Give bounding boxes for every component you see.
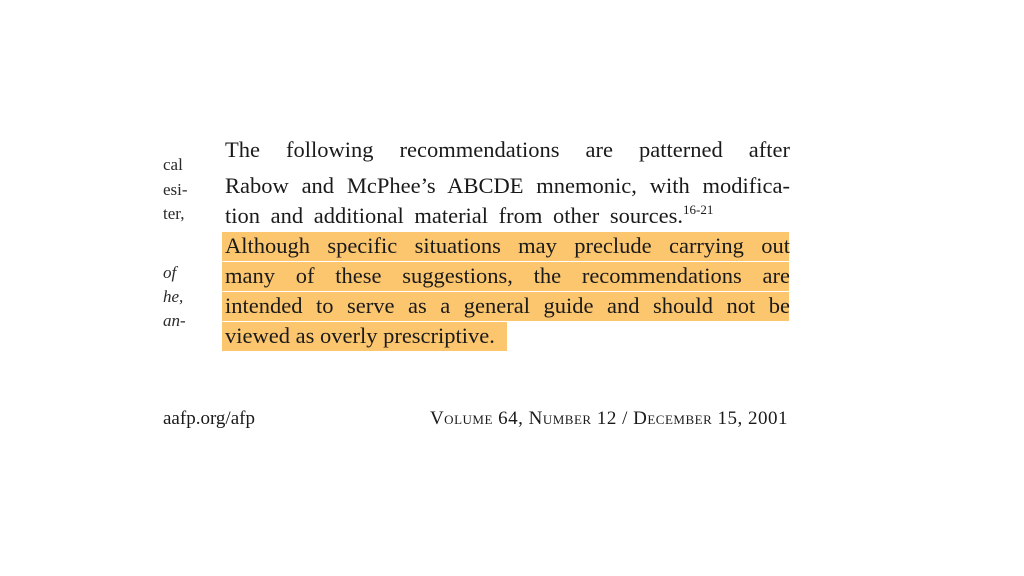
left-fragment: ter, [163,204,185,223]
left-fragment: he, [163,287,184,306]
left-fragment: esi- [163,180,188,199]
left-fragment: of [163,263,177,282]
highlighted-line: many of these suggestions, the recommendations are [225,263,790,288]
left-fragment: cal [163,155,183,174]
highlighted-line: intended to serve as a general guide and should not be [225,293,790,318]
journal-url: aafp.org/afp [163,408,255,429]
citation-superscript: 16-21 [683,202,714,217]
paragraph-line-with-citation [225,201,713,231]
highlighted-line: Although specific situations may preclude carrying out [225,233,790,258]
paragraph-line: The following recommendations are patterned after [225,137,790,162]
left-fragment: an- [163,311,186,330]
paragraph-line: tion and additional material from other sources. [225,203,683,228]
issue-info: Volume 64, Number 12 / December 15, 2001 [429,408,788,429]
highlighted-line: viewed as overly prescriptive. [225,323,495,348]
paragraph-line: Rabow and McPhee’s ABCDE mnemonic, with modifica- [225,173,790,198]
document-crop [163,137,803,429]
